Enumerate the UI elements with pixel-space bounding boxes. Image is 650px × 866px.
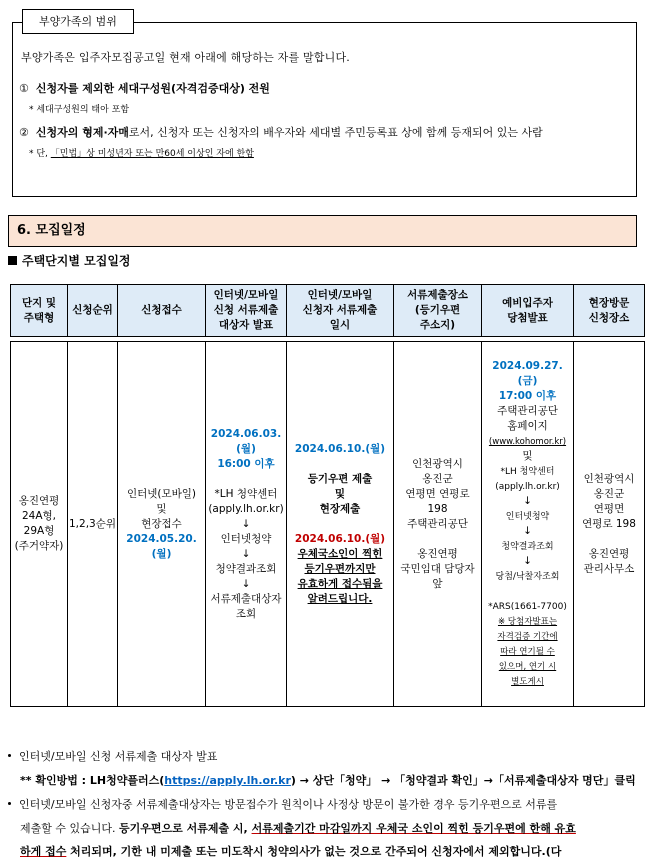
item-marker: ② <box>19 126 29 139</box>
item-bold-text: 신청자의 형제·자매 <box>35 126 129 139</box>
lh-apply-link[interactable]: https://apply.lh.or.kr <box>164 774 291 787</box>
header-apply: 신청접수 <box>118 285 206 337</box>
dependents-item-1 <box>19 80 270 96</box>
note-underlined: 「민법」상 미성년자 또는 만60세 이상인 자에 한함 <box>50 149 254 159</box>
dependents-note-2 <box>29 146 254 159</box>
bullet-dot-icon <box>8 802 11 805</box>
bullet-mail-submit: 인터넷/모바일 신청자중 서류제출대상자는 방문접수가 원칙이나 사정상 방문이 불가한 경우 등기우편으로 서류를 <box>8 796 557 812</box>
header-complex: 단지 및 주택형 <box>11 285 68 337</box>
table-row <box>11 342 645 707</box>
dependents-tab-label: 부양가족의 범위 <box>22 9 134 34</box>
header-visit: 현장방문 신청장소 <box>574 285 645 337</box>
section-title: 6. 모집일정 <box>8 215 637 247</box>
dependents-item-2 <box>19 124 543 140</box>
dependents-note-1: * 세대구성원의 태아 포함 <box>29 105 130 115</box>
header-submit: 인터넷/모바일 신청자 서류제출 일시 <box>287 285 394 337</box>
dependents-intro: 부양가족은 입주자모집공고일 현재 아래에 해당하는 자를 말합니다. <box>21 51 351 64</box>
square-bullet-icon <box>8 256 17 265</box>
item-text: 로서, 신청자 또는 신청자의 배우자와 세대별 주민등록표 상에 함께 등재되어 있는 사람 <box>128 126 543 139</box>
cell-waitlist: 2024.09.27.(금) 17:00 이후 주택관리공단 홈페이지 (www.kohomor.kr) 및 *LH 청약센터 (apply.lh.or.kr) ↓ 인터넷청약 ↓ 청약결과조회 ↓ 당첨/낙찰자조회 *ARS(1661-7700) ※ 당첨자발표는 자격검증 기간에 따라 연기될 수 있으며, 연기 시 별도게시 <box>482 342 574 707</box>
header-announce: 인터넷/모바일 신청 서류제출 대상자 발표 <box>206 285 287 337</box>
schedule-table <box>10 284 645 707</box>
section-subtitle <box>8 252 131 269</box>
cell-place: 인천광역시 옹진군 연평면 연평로 198 주택관리공단 옹진연평 국민임대 담당자 앞 <box>394 342 482 707</box>
item-text: 신청자를 제외한 세대구성원(자격검증대상) 전원 <box>35 82 270 95</box>
cell-announce: 2024.06.03.(월) 16:00 이후 *LH 청약센터 (apply.lh.or.kr) ↓ 인터넷청약 ↓ 청약결과조회 ↓ 서류제출대상자 조회 <box>206 342 287 707</box>
mail-submit-line-2: 제출할 수 있습니다. 등기우편으로 서류제출 시, 서류제출기간 마감일까지 우체국 소인이 찍힌 등기우편에 한해 유효 <box>20 822 576 835</box>
header-waitlist: 예비입주자 당첨발표 <box>482 285 574 337</box>
cell-rank: 1,2,3순위 <box>68 342 118 707</box>
cell-complex: 옹진연평 24A형, 29A형 (주거약자) <box>11 342 68 707</box>
bullet-announce: 인터넷/모바일 신청 서류제출 대상자 발표 <box>8 748 217 764</box>
subtitle-text: 주택단지별 모집일정 <box>22 254 131 268</box>
check-method: ** 확인방법 : LH청약플러스(https://apply.lh.or.kr) → 상단「청약」 → 「청약결과 확인」→「서류제출대상자 명단」클릭 <box>20 774 636 787</box>
item-marker: ① <box>19 82 29 95</box>
mail-submit-line-3: 하게 접수 처리되며, 기한 내 미제출 또는 미도착시 청약의사가 없는 것으로 간주되어 신청자에서 제외합니다.(다 <box>20 845 562 858</box>
header-rank: 신청순위 <box>68 285 118 337</box>
cell-apply: 인터넷(모바일) 및 현장접수 2024.05.20.(월) <box>118 342 206 707</box>
dependents-box <box>12 22 637 197</box>
cell-visit: 인천광역시 옹진군 연평면 연평로 198 옹진연평 관리사무소 <box>574 342 645 707</box>
cell-submit: 2024.06.10.(월) 등기우편 제출 및 현장제출 2024.06.10.(월) 우체국소인이 찍힌 등기우편까지만 유효하게 접수됨을 알려드립니다. <box>287 342 394 707</box>
bullet-dot-icon <box>8 754 11 757</box>
table-header-row <box>11 285 645 337</box>
note-prefix: * 단, <box>29 149 51 159</box>
header-place: 서류제출장소 (등기우편 주소지) <box>394 285 482 337</box>
